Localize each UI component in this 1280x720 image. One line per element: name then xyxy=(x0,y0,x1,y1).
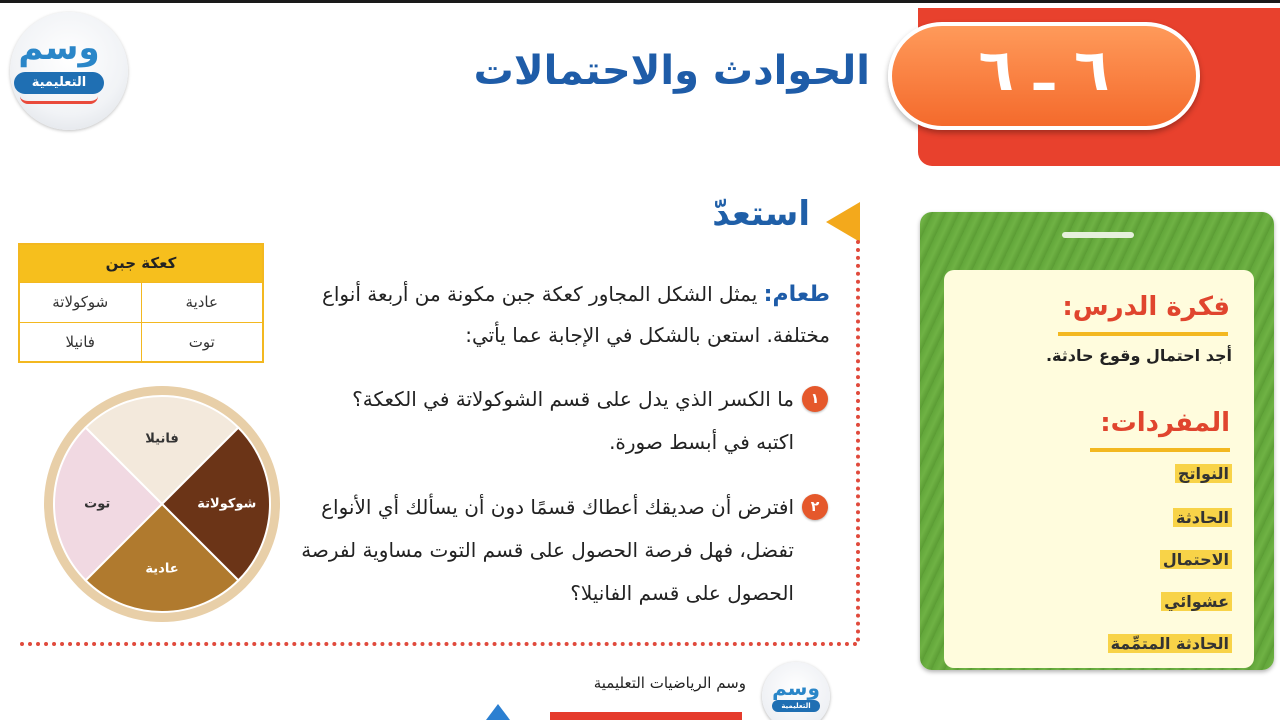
vocab-item xyxy=(1020,508,1232,527)
vocab-term: الحادثة المتمِّمة xyxy=(1108,634,1232,653)
logo-swoosh-icon xyxy=(20,96,98,104)
cake-pie-chart xyxy=(42,384,282,624)
table-title: كعكة جبن xyxy=(19,244,263,282)
question-number-badge: ١ xyxy=(802,386,828,412)
vocab-term: الحادثة xyxy=(1173,508,1232,527)
vocab-term: عشوائي xyxy=(1161,592,1232,611)
title-underline xyxy=(1058,332,1228,336)
page-title: الحوادث والاحتمالات xyxy=(473,48,870,94)
title-underline xyxy=(1090,448,1230,452)
table-cell: شوكولاتة xyxy=(19,282,141,322)
table-header-row xyxy=(19,244,263,282)
footer-logo-main: وسم xyxy=(772,676,820,700)
pie-slice-label: شوكولاتة xyxy=(197,496,257,512)
footer-red-bar xyxy=(550,712,742,720)
vocab-term: الاحتمال xyxy=(1160,550,1232,569)
lesson-number: ٦ ـ ٦ xyxy=(978,36,1110,104)
question-1-text: ما الكسر الذي يدل على قسم الشوكولاتة في الكعكة؟ اكتبه في أبسط صورة. xyxy=(352,387,794,454)
question-number-badge: ٢ xyxy=(802,494,828,520)
question-2-text: افترض أن صديقك أعطاك قسمًا دون أن يسألك أي الأنواع تفضل، فهل فرصة الحصول على قسم التوت مساوية لفرصة الحصول على قسم الفانيلا؟ xyxy=(301,495,794,605)
vocab-item xyxy=(1020,592,1232,611)
lesson-idea-title: فكرة الدرس: xyxy=(1062,292,1230,322)
logo-main-text: وسم xyxy=(18,28,100,68)
table-cell: توت xyxy=(141,322,263,362)
intro-paragraph xyxy=(290,274,830,355)
intro-lead: طعام: xyxy=(763,282,830,307)
vocab-term: النواتج xyxy=(1175,464,1232,483)
vocab-item xyxy=(1020,634,1232,653)
pie-slice-label: توت xyxy=(84,496,111,512)
table-cell: عادية xyxy=(141,282,263,322)
vocabulary-title: المفردات: xyxy=(1100,408,1230,438)
panel-handle xyxy=(1062,232,1134,238)
thumbs-up-icon xyxy=(486,704,510,720)
pie-svg xyxy=(42,384,282,624)
cake-table xyxy=(18,243,264,363)
footer-watermark-text: وسم الرياضيات التعليمية xyxy=(593,674,746,692)
dotted-divider-horizontal xyxy=(20,642,858,646)
dotted-divider-vertical xyxy=(856,240,860,642)
pie-slice-label: عادية xyxy=(145,561,179,577)
pie-slice-label: فانيلا xyxy=(145,431,179,447)
intro-text: يمثل الشكل المجاور كعكة جبن مكونة من أربعة أنواع مختلفة. استعن بالشكل في الإجابة عما يأتي: xyxy=(321,282,830,347)
get-ready-heading: استعدّ xyxy=(712,194,810,234)
table-row xyxy=(19,322,263,362)
vocab-item xyxy=(1020,464,1232,483)
table-cell: فانيلا xyxy=(19,322,141,362)
vocab-item xyxy=(1020,550,1232,569)
footer-logo-sub: التعليمية xyxy=(772,700,820,712)
top-border xyxy=(0,0,1280,3)
logo-sub-text: التعليمية xyxy=(14,72,104,94)
arrow-left-icon xyxy=(826,202,860,242)
lesson-idea-text: أجد احتمال وقوع حادثة. xyxy=(1045,346,1232,365)
table-row xyxy=(19,282,263,322)
